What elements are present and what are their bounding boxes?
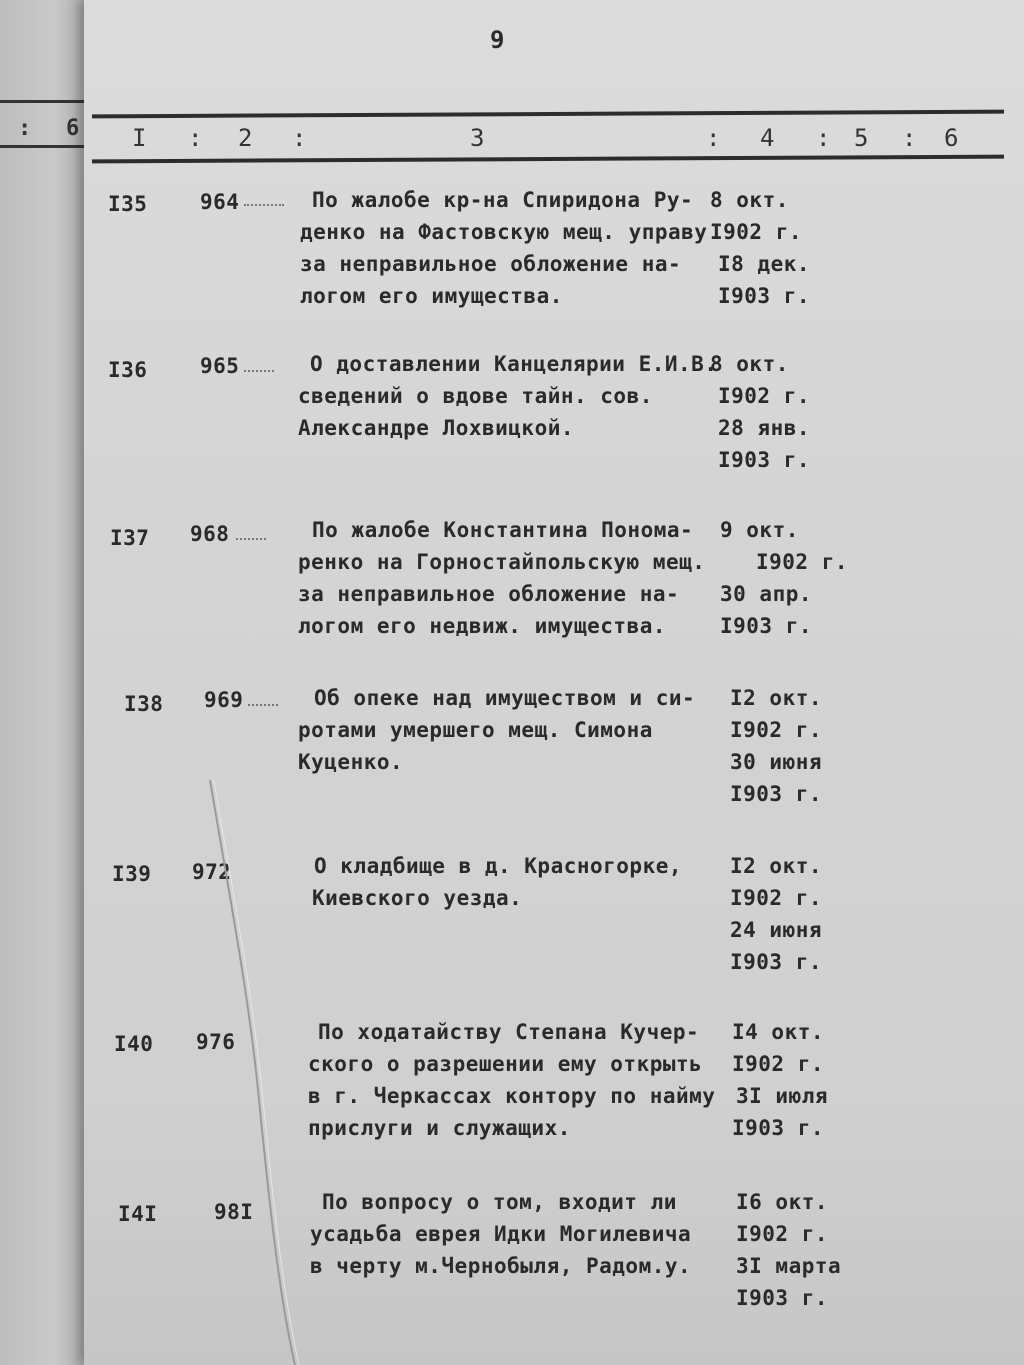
date-line: I902 г. — [710, 220, 803, 244]
entry-number: I37 — [110, 526, 150, 550]
page-number: 9 — [490, 26, 505, 54]
title-line: логом его имущества. — [300, 284, 563, 308]
date-line: I902 г. — [736, 1222, 829, 1246]
title-line: ского о разрешении ему открыть — [308, 1052, 703, 1076]
entry-title — [298, 514, 705, 642]
header-separator: : — [188, 124, 203, 152]
header-col-6: 6 — [944, 124, 959, 152]
title-line: в черту м.Чернобыля, Радом.у. — [310, 1254, 692, 1278]
entry-dates — [710, 348, 811, 476]
entry-number: I36 — [108, 358, 148, 382]
file-number: 968 — [190, 522, 230, 546]
entry-number: I35 — [108, 192, 148, 216]
title-line: По жалобе Константина Пономa- — [312, 518, 694, 542]
header-col-5: 5 — [854, 124, 869, 152]
entry-dates — [720, 514, 848, 642]
file-number: 972 — [192, 860, 232, 884]
date-line: I2 окт. — [730, 686, 823, 710]
date-line: 28 янв. — [718, 416, 811, 440]
date-line: I902 г. — [756, 550, 849, 574]
date-line: 8 окт. — [710, 188, 789, 212]
entry-title — [308, 1016, 715, 1144]
date-line: I902 г. — [730, 886, 823, 910]
entry-number: I4I — [118, 1202, 158, 1226]
date-line: 3I июля — [736, 1084, 829, 1108]
leader-dash — [248, 704, 278, 707]
title-line: логом его недвиж. имущества. — [298, 614, 667, 638]
file-number: 965 — [200, 354, 240, 378]
date-line: I6 окт. — [736, 1190, 829, 1214]
header-separator: : — [816, 124, 831, 152]
date-line: 3I марта — [736, 1254, 842, 1278]
date-line: I902 г. — [732, 1052, 825, 1076]
title-line: Куценко. — [298, 750, 404, 774]
header-col-4: 4 — [760, 124, 775, 152]
date-line: I903 г. — [732, 1116, 825, 1140]
header-separator: : — [902, 124, 917, 152]
left-page-rule — [0, 100, 84, 103]
header-separator: : — [292, 124, 307, 152]
title-line: Киевского уезда. — [312, 886, 523, 910]
entry-title — [298, 682, 695, 778]
entry-dates — [730, 682, 822, 810]
date-line: 30 июня — [730, 750, 823, 774]
header-col-2: 2 — [238, 124, 253, 152]
date-line: I903 г. — [730, 950, 823, 974]
file-number: 98I — [214, 1200, 254, 1224]
date-line: I903 г. — [730, 782, 823, 806]
header-separator: : — [706, 124, 721, 152]
title-line: О кладбище в д. Красногорке, — [314, 854, 683, 878]
entry-dates — [732, 1016, 828, 1144]
date-line: I903 г. — [718, 284, 811, 308]
title-line: О доставлении Канцелярии Е.И.В. — [310, 352, 718, 376]
date-line: 8 окт. — [710, 352, 789, 376]
left-page-rule — [0, 145, 84, 148]
title-line: ротами умершего мещ. Симона — [298, 718, 653, 742]
title-line: за неправильное обложение на- — [298, 582, 680, 606]
entry-title — [310, 1186, 691, 1282]
title-line: Александре Лохвицкой. — [298, 416, 575, 440]
title-line: По жалобе кр-на Спиридона Ру- — [312, 188, 694, 212]
date-line: 24 июня — [730, 918, 823, 942]
date-line: I903 г. — [736, 1286, 829, 1310]
date-line: I903 г. — [720, 614, 813, 638]
entry-title — [312, 850, 682, 914]
left-page — [0, 0, 90, 1365]
entry-title — [298, 348, 717, 444]
entry-dates — [710, 184, 810, 312]
entry-number: I40 — [114, 1032, 154, 1056]
entry-number: I39 — [112, 862, 152, 886]
title-line: По вопросу о том, входит ли — [322, 1190, 677, 1214]
date-line: I4 окт. — [732, 1020, 825, 1044]
left-page-separator: : — [18, 116, 32, 141]
title-line: прислуги и служащих. — [308, 1116, 571, 1140]
file-number: 964 — [200, 190, 240, 214]
title-line: денко на Фастовскую мещ. управу — [300, 220, 708, 244]
title-line: сведений о вдове тайн. сов. — [298, 384, 653, 408]
leader-dash — [236, 538, 266, 541]
left-page-column-number: 6 — [66, 116, 80, 141]
date-line: I2 окт. — [730, 854, 823, 878]
date-line: 30 апр. — [720, 582, 813, 606]
entry-number: I38 — [124, 692, 164, 716]
file-number: 969 — [204, 688, 244, 712]
header-col-1: I — [132, 124, 147, 152]
entry-dates — [730, 850, 822, 978]
title-line: ренко на Горностайпольскую мещ. — [298, 550, 706, 574]
title-line: за неправильное обложение на- — [300, 252, 682, 276]
date-line: I902 г. — [730, 718, 823, 742]
title-line: По ходатайству Степана Кучер- — [318, 1020, 700, 1044]
title-line: усадьба еврея Идки Могилевича — [310, 1222, 692, 1246]
title-line: Об опеке над имуществом и си- — [314, 686, 696, 710]
date-line: I8 дек. — [718, 252, 811, 276]
entry-dates — [736, 1186, 841, 1314]
title-line: в г. Черкассах контору по найму — [308, 1084, 716, 1108]
entry-title — [300, 184, 707, 312]
file-number: 976 — [196, 1030, 236, 1054]
date-line: 9 окт. — [720, 518, 799, 542]
leader-dash — [244, 204, 284, 207]
date-line: I902 г. — [718, 384, 811, 408]
header-col-3: 3 — [470, 124, 485, 152]
leader-dash — [244, 370, 274, 373]
date-line: I903 г. — [718, 448, 811, 472]
